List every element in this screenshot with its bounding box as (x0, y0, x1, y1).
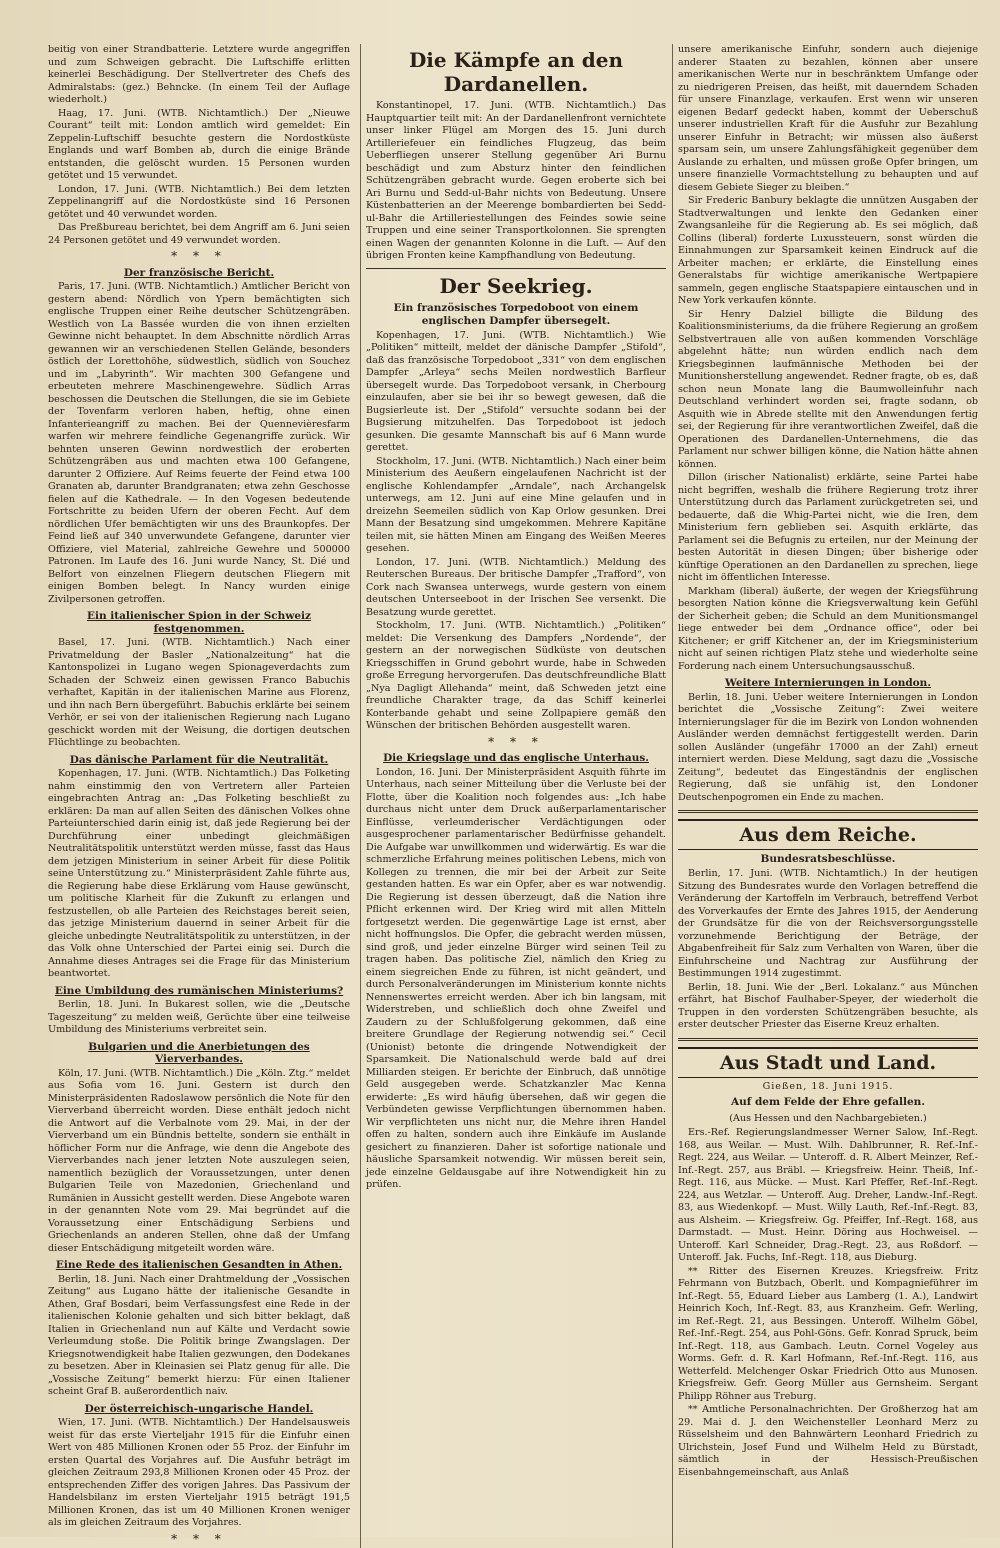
article-text: London, 17. Juni. (WTB. Nichtamtlich.) Meldung des Reuterschen Bureaus. Der britische Dampfer „Trafford“, von Cork nach Swansea unterwegs, wurde gestern von einem deutschen Unterseeboot in der Irischen See versenkt. Die Besatzung wurde gerettet. (366, 556, 666, 618)
article-text: ** Ritter des Eisernen Kreuzes. Kriegsfreiw. Fritz Fehrmann von Butzbach, Oberlt. und Kompagnieführer im Inf.-Regt. 55, Eduard Lieber aus Lamberg (1. A.), Landwirt Heinrich Koch, Inf.-Regt. 83, aus Kranzheim. Gefr. Werling, im Ref.-Regt. 21, aus Bessingen. Unteroff. Wilhelm Göbel, Ref.-Inf.-Regt. 254, aus Pohl-Göns. Gefr. Konrad Spruck, beim Inf.-Regt. 118, aus Gambach. Leutn. Cornel Vogeley aus Worms. Gefr. d. R. Karl Hofmann, Ref.-Inf.-Regt. 116, aus Wetterfeld. Melchenger Oskar Friedrich Otto aus Munosen. Kriegsfreiw. Gefr. Georg Müller aus Gernsheim. Sergant Philipp Röhner aus Treburg. (678, 1265, 978, 1402)
article-text: Kopenhagen, 17. Juni. (WTB. Nichtamtlich.) Das Folketing nahm einstimmig den von Vertretern aller Parteien eingebrachten Antrag an: „Das Folketing beschließt zu erklären: Da man auf allen Seiten des dänischen Volkes ohne Parteiunterschied darin einig ist, daß jede Regierung bei der Durchführung einer unbedingt gleichmäßigen Neutralitätspolitik unterstützt werden müsse, fasst das Haus dem jetzigen Ministerium in seiner Arbeit für diese Politik seine Unterstützung zu.“ Ministerpräsident Zahle führte aus, die Regierung habe diese Erklärung vom Hause gewünscht, um politische Klarheit für die Zukunft zu erlangen und festzustellen, ob alle Parteien des Reichstages bereit seien, das jetzige Ministerium dauernd in seiner Arbeit für die gleiche unbedingte Neutralitätspolitik zu unterstützen, in der das Volk ohne Unterschied der Partei einig sei. Durch die Annahme dieses Antrages sei die Frage für das Ministerium beantwortet. (48, 768, 350, 979)
subheadline: Auf dem Felde der Ehre gefallen. (731, 1096, 925, 1108)
headline: Weitere Internierungen in London. (725, 677, 931, 689)
article-text: beitig von einer Strandbatterie. Letztere wurde angegriffen und zum Schweigen gebracht. Die Luftschiffe erlitten keinerlei Beschädigung. Der Stellvertreter des Chefs des Admiralstabs: (gez.) Behncke. (In einem Teil der Auflage wiederholt.) (48, 44, 350, 105)
separator-stars: * * * (171, 1531, 227, 1546)
section-header: Aus Stadt und Land. (678, 1047, 978, 1078)
article-text: Berlin, 17. Juni. (WTB. Nichtamtlich.) In der heutigen Sitzung des Bundesrates wurde den Vorlagen betreffend die Veränderung der Kartoffeln im Verbrauch, betreffend Verbot des Vorverkaufes der Ernte des Jahres 1915, der Aenderung der Grundsätze für die von der Reichsversorgungsstelle vorzunehmende Berichtigung der Beträge, der Abgabenfreiheit für Salz zum Verhalten von Waren, über die Einfuhrscheine und Nachtrag zur Ausführung der Bestimmungen 1914 zugestimmt. (678, 868, 978, 979)
headline-large: Die Kämpfe an den Dardanellen. (408, 48, 624, 96)
article-text: Ers.-Ref. Regierungslandmesser Werner Salow, Inf.-Regt. 168, aus Weilar. — Must. Wilh. Dahlbrunner, R. Ref.-Inf.-Regt. 224, aus Weilar. — Unteroff. d. R. Albert Meinzer, Ref.-Inf.-Regt. 257, aus Bräbl. — Kriegsfreiw. Heinr. Theiß, Inf.-Regt. 116, aus Mücke. — Must. Karl Pfeffer, Ref.-Inf.-Regt. 224, aus Wetzlar. — Unteroff. Aug. Dreher, Landw.-Inf.-Regt. 83, aus Wiedenkopf. — Must. Willy Lauth, Ref.-Inf.-Regt. 83, aus Alsheim. — Kriegsfreiw. Gg. Pfeiffer, Inf.-Regt. 168, aus Darmstadt. — Must. Heinr. Döring aus Hochweisel. — Unteroff. Karl Schneider, Drag.-Regt. 23, aus Roßdorf. — Unteroff. Jak. Fuchs, Inf.-Regt. 118, aus Dieburg. (678, 1127, 978, 1263)
column-middle (360, 44, 666, 1548)
subheadline: Ein französisches Torpedoboot von einem englischen Dampfer übersegelt. (393, 301, 639, 327)
article-text: Sir Frederic Banbury beklagte die unnützen Ausgaben der Stadtverwaltungen und lenkte den Gedanken einer Zwangsanleihe für die Regierung ab. Es sei möglich, daß Collins (liberal) forderte Luxussteuern, sonst würden die Einnahmungen zur Sparsamkeit keinen Eindruck auf die Arbeiter machen; er erklärte, die Einstellung eines Generalstabs für wichtige amerikanische Wertpapiere sammeln, gegen englische Staatspapiere eintauschen und in New York verkaufen könnte. (678, 195, 978, 306)
article-text: Das Preßbureau berichtet, bei dem Angriff am 6. Juni seien 24 Personen getötet und 49 verwundet worden. (48, 222, 350, 246)
article-text: Dillon (irischer Nationalist) erklärte, seine Partei habe nicht begriffen, weshalb die frühere Regierung trotz ihrer Unterstützung durch das Parlament zurückgetreten sei, und bedauerte, daß die Whig-Partei nicht, wie die Iren, dem Ministerium fern geblieben sei. Asquith erklärte, das Parlament sei die Befugnis zu erteilen, nur der Meinung der besten Autorität in diesen Dingen; über bisherige oder künftige Operationen an den Dardanellen zu sprechen, liege nicht im öffentlichen Interesse. (678, 472, 978, 583)
subheadline: Bundesratsbeschlüsse. (760, 853, 896, 865)
article-text: Basel, 17. Juni. (WTB. Nichtamtlich.) Nach einer Privatmeldung der Basler „Nationalzeitung“ hat die Kantonspolizei in Lugano wegen Spionageverdachts zum Schaden der Schweiz einen gewissen Franco Babuchis verhaftet, Kapitän in der italienischen Marine aus Florenz, und ihn nach Bern übergeführt. Babuchis erklärte bei seinem Verhör, er sei von der italienischen Regierung nach Lugano geschickt worden mit der Weisung, die dortigen deutschen Flüchtlinge zu beobachten. (48, 637, 350, 748)
article-text: Stockholm, 17. Juni. (WTB. Nichtamtlich.) Nach einer beim Ministerium des Aeußern eingelaufenen Nachricht ist der englische Kohlendampfer „Arndale“, nach Archangelsk unterwegs, am 12. Juni auf eine Mine gelaufen und in dreizehn Seemeilen südlich von Kap Orlow gesunken. Drei Mann der Besatzung sind umgekommen. Mehrere Kapitäne teilen mit, sie hätten Minen am Eingang des Weißen Meeres gesehen. (366, 455, 666, 554)
article-text: ** Amtliche Personalnachrichten. Der Großherzog hat am 29. Mai d. J. den Weichensteller Leonhard Merz zu Rüsselsheim und den Bahnwärtern Leonhard Friedrich zu Ulrichstein, Josef Fund und Wilhelm Held zu Bürstadt, sämtlich in der Hessisch-Preußischen Eisenbahngemeinschaft, aus Anlaß (678, 1404, 978, 1478)
headline: Eine Rede des italienischen Gesandten in Athen. (55, 1259, 343, 1271)
headline: Bulgarien und die Anerbietungen des Vierverbandes. (88, 1040, 310, 1065)
article-text: Paris, 17. Juni. (WTB. Nichtamtlich.) Amtlicher Bericht von gestern abend: Nördlich von Ypern bemächtigten sich englische Truppen einer Reihe deutscher Schützengräben. Westlich von La Bassée wurden die von ihnen erzielten Gewinne nicht behauptet. In dem Abschnitte nördlich Arras gewannen wir an verschiedenen Stellen Gelände, besonders östlich der Lorettohöhe, südwestlich, südlich von Souchez und im „Labyrinth“. Wir machten 300 Gefangene und erbeuteten mehrere Maschinengewehre. Südlich Arras beschossen die Deutschen die Stellungen, die sie im Gebiete der Tovenfarm verloren haben, heftig, ohne einen Infanterieangriff zu machen. Bei der Quennevièresfarm warfen wir mehrere feindliche Gegenangriffe zurück. Wir behnten unseren Gewinn nordwestlich der eroberten Schützengräben aus und machten etwa 100 Gefangene, darunter 2 Offiziere. Auf Reims feuerte der Feind etwa 100 Granaten ab, darunter Brandgranaten; etwa zehn Geschosse fielen auf die Kathedrale. — In den Vogesen bedeutende Fortschritte zu beiden Ufern der oberen Fecht. Auf dem nördlichen Ufer bemächtigten wir uns des Braunkopfes. Der Feind ließ auf 340 unverwundete Gefangene, darunter vier Offiziere, viel Material, zahlreiche Gewehre und 500000 Patronen. Im Laufe des 16. Juni wurde Nancy, St. Dié und Belfort von einzelnen Fliegern deutschen Fliegern mit einigen Bomben belegt. In Nancy wurden einige Zivilpersonen getroffen. (48, 281, 350, 605)
article-text: London, 17. Juni. (WTB. Nichtamtlich.) Bei dem letzten Zeppelinangriff auf die Nordostküste sind 16 Personen getötet und 40 verwundet worden. (48, 183, 350, 220)
article-text: Markham (liberal) äußerte, der wegen der Kriegsführung besorgten Nation könne die Kriegsverwaltung kein Gefühl der Sicherheit geben; die Schuld an dem Munitionsmangel liege entweder bei dem „Ordnance office“, oder bei Kitchener; er griff Kitchener an, der im Kriegsministerium nicht auf seinen richtigen Platz stehe und wiederholte seine Forderung nach einem Untersuchungsausschuß. (678, 585, 978, 672)
article-text: Wien, 17. Juni. (WTB. Nichtamtlich.) Der Handelsausweis weist für das erste Vierteljahr 1915 für die Einfuhr einen Wert von 485 Millionen Kronen oder 55 Proz. der Einfuhr im ersten Quartal des Vorjahres auf. Die Ausfuhr beträgt im gleichen Zeitraum 293,8 Millionen Kronen oder 45 Proz. der entsprechenden Ziffer des vorigen Jahres. Das Passivum der Handelsbilanz im ersten Vierteljahr 1915 beträgt 191,5 Millionen Kronen, das ist um 40 Millionen Kronen weniger als im gleichen Zeitraum des Vorjahres. (48, 1417, 350, 1528)
divider (366, 268, 666, 269)
subheadline-note: (Aus Hessen und den Nachbargebieten.) (729, 1113, 927, 1124)
separator-stars: * * * (488, 734, 544, 749)
headline: Das dänische Parlament für die Neutralität. (69, 753, 329, 766)
dateline: Gießen, 18. Juni 1915. (762, 1080, 894, 1092)
headline: Ein italienischer Spion in der Schweiz festgenommen. (87, 610, 311, 635)
separator-stars: * * * (171, 249, 227, 263)
article-text: Berlin, 18. Juni. Ueber weitere Internierungen in London berichtet die „Vossische Zeitung“: Zwei weitere Internierungslager für die im Bezirk von London wohnenden Ausländer werden demnächst fertiggestellt werden. Darin sollen Ausländer (ungefähr 17000 an der Zahl) erneut interniert werden. Diese Meldung, sagt dazu die „Vossische Zeitung“, bedeutet das Eingeständnis der englischen Regierung, daß sie unfähig ist, den Londoner Deutschenpogromen ein Ende zu machen. (678, 691, 978, 803)
article-text: London, 16. Juni. Der Ministerpräsident Asquith führte im Unterhaus, nach seiner Mitteilung über die Verluste bei der Flotte, über die Koalition noch folgendes aus: „Ich habe durchaus nicht unter dem Druck außerparlamentarischer Einflüsse, verleumderischer Verdächtigungen oder ausgesprochener parlamentarischer Bedürfnisse gehandelt. Die Aufgabe war unwillkommen und widerwärtig. Es war die schmerzliche Erfahrung meines politischen Lebens, mich von Kollegen zu trennen, die mir bei der Arbeit zur Seite gestanden hatten. Es war ein Opfer, aber es war notwendig. Die Regierung ist dessen überzeugt, daß die Nation ihre Pflicht erkennen wird. Der Krieg wird mit allen Mitteln fortgesetzt werden. Die gegenwärtige Lage ist ernst, aber nicht hoffnungslos. Die Opfer, die gebracht werden müssen, sind groß, und jeder einzelne Bürger wird seinen Teil zu tragen haben. Das politische Ziel, nämlich den Krieg zu einem siegreichen Ende zu führen, ist nicht geändert, und durch Personalveränderungen im Ministerium konnte nichts Nennenswertes erreicht werden. Aber ich bin langsam, mit Widerstreben, und schließlich doch ohne Zweifel und Zaudern zu der Schlußfolgerung gekommen, daß eine breitere Grundlage der Regierung notwendig sei.“ Cecil (Unionist) betonte die dringende Notwendigkeit der Sparsamkeit. Die Nationalschuld werde bald auf drei Milliarden steigen. Er berichte der Einbruch, daß unnötige Geld ausgegeben werde. Schatzkanzler Mac Kenna erwiderte: „Es wird häufig übersehen, daß wir gegen die Verbündeten gewisse Verpflichtungen übernommen haben. Wir verpflichteten uns nicht nur, die Mehre ihren Handel offen zu halten, sondern auch ihre Einkäufe im Auslande gesichert zu finanzieren. Daher ist sofortige nationale und häusliche Sparsamkeit notwendig. Wir müssen bereit sein, jede einzelne Geldausgabe auf ihre Notwendigkeit hin zu prüfen. (366, 766, 666, 1190)
column-left (48, 44, 354, 1548)
article-text: unsere amerikanische Einfuhr, sondern auch diejenige anderer Staaten zu bezahlen, können aber unsere amerikanischen Werte nur in beschränktem Umfange oder zu niedrigeren Preisen, das heißt, mit dauerndem Schaden für unsere Finanzlage, verkaufen. Erst wenn wir unseren eigenen Bedarf gedeckt haben, kommt der Ueberschuß unserer industriellen Kraft für die Ausfuhr zur Bezahlung unserer Einfuhr in Betracht; wir müssen also äußerst sparsam sein, um unsere Zahlungsfähigkeit gegenüber dem Auslande zu erhalten, und müssen große Opfer bringen, um unsere finanzielle Vormachtstellung zu behaupten und auf diesem Gebiete Sieger zu bleiben.“ (678, 44, 978, 193)
article-text: Berlin, 18. Juni. Wie der „Berl. Lokalanz.“ aus München erfährt, hat Bischof Faulhaber-Speyer, der wiederholt die Truppen in den vordersten Schützengräben besuchte, als erster deutscher Priester das Eiserne Kreuz erhalten. (678, 981, 978, 1030)
column-grid (48, 44, 978, 1546)
headline-large: Der Seekrieg. (439, 273, 593, 298)
headline: Der französische Bericht. (123, 266, 275, 279)
article-text: Kopenhagen, 17. Juni. (WTB. Nichtamtlich.) Wie „Politiken“ mitteilt, meldet der dänische Dampfer „Stifold“, daß das französische Torpedoboot „331“ von dem englischen Dampfer „Arleya“ sechs Meilen nordwestlich Barfleur übersegelt wurde. Das Torpedoboot versank, in Cherbourg einzulaufen, aber sie bei ihr so bewegt gewesen, daß die Bugsierleute ist. Der „Stifold“ versuchte sodann bei der Bugsierung mitzuhelfen. Das Torpedoboot ist jedoch gesunken. Die gesamte Mannschaft bis auf 6 Mann wurde gerettet. (366, 329, 666, 453)
section-header: Aus dem Reiche. (678, 819, 978, 850)
column-right (672, 44, 978, 1548)
headline: Der österreichisch-ungarische Handel. (84, 1402, 314, 1415)
divider (678, 1038, 978, 1041)
article-text: Köln, 17. Juni. (WTB. Nichtamtlich.) Die „Köln. Ztg.“ meldet aus Sofia vom 16. Juni. Gestern ist durch den Ministerpräsidenten Radoslawow persönlich die Note für den Vierverband überreicht worden. Diese enthält jedoch nicht die Antwort auf die Verbalnote vom 29. Mai, in der der Vierverband um ein Bündnis bettelte, sondern sie enthält in höflicher Form nur die Anfrage, wie denn die Angebote des Vierverbandes nach jener letzten Note auszulegen seien, namentlich bezüglich der Voraussetzungen, unter denen Bulgarien Teile von Mazedonien, Griechenland und Rumänien in Aussicht gestellt werden. Diese Angebote waren in der genannten Note vom 29. Mai begründet auf die Voraussetzung einer Entschädigung Serbiens und Griechenlands an anderen Stellen, ohne daß der Umfang dieser Entschädigung mitgeteilt worden wäre. (48, 1067, 350, 1254)
headline: Eine Umbildung des rumänischen Ministeriums? (54, 984, 344, 997)
article-text: Berlin, 18. Juni. In Bukarest sollen, wie die „Deutsche Tageszeitung“ zu melden weiß, Gerüchte über eine teilweise Umbildung des Ministeriums verbreitet sein. (48, 999, 350, 1035)
article-text: Sir Henry Dalziel billigte die Bildung des Koalitionsministeriums, da die frühere Regierung an großem Selbstvertrauen alle von außen kommenden Vorschläge abgelehnt hätte; nun würden endlich nach dem Kriegsbeginnen laufmännische Methoden bei der Munitionsherstellung angewendet. Redner fragte, ob es, daß schon neun Monate lang die Baumwolleinfuhr nach Deutschland verhindert worden sei, fragte sodann, ob Asquith wie in Abrede stellte mit den Anwendungen fertig sei, der Regierung für ihre verantwortlichen Zweifel, daß die Operationen des Dardanellen-Unternehmens, die das Parlament nur schwer billigen könne, die Nation hätte ahnen können. (678, 308, 978, 470)
headline: Die Kriegslage und das englische Unterhaus. (383, 752, 649, 764)
article-text: Haag, 17. Juni. (WTB. Nichtamtlich.) Der „Nieuwe Courant“ teilt mit: London amtlich wird gemeldet: Ein Zeppelin-Luftschiff besuchte gestern die Nordostküste Englands und warf Bomben ab, durch die einige Brände entstanden, die gelöscht wurden. 15 Personen wurden getötet und 15 verwundet. (48, 107, 350, 181)
article-text: Konstantinopel, 17. Juni. (WTB. Nichtamtlich.) Das Hauptquartier teilt mit: An der Dardanellenfront vernichtete unser linker Flügel am Morgen des 15. Juni durch Artilleriefeuer ein feindliches Flugzeug, das beim Ueberfliegen unserer Stellung gegenüber Ari Burnu beschädigt und zum Absturz hinter den feindlichen Schützengräben gebracht wurde. Gegen eroberte sich bei Ari Burnu und Sedd-ul-Bahr nichts von Bedeutung. Unsere Küstenbatterien an der Meerenge bombardierten bei Sedd-ul-Bahr die Artilleriestellungen des Feindes sowie seine Truppen und eine seiner Transportkolonnen. Sie sprengten einen Wagen der genannten Kolonne in die Luft. — Auf den übrigen Fronten keine Kampfhandlung von Bedeutung. (366, 100, 666, 261)
article-text: Stockholm, 17. Juni. (WTB. Nichtamtlich.) „Politiken“ meldet: Die Versenkung des Dampfers „Nordende“, der gestern an der norwegischen Südküste von deutschen Kriegsschiffen in Grund gebohrt wurde, habe in Schweden große Erregung hervorgerufen. Das deutschfreundliche Blatt „Nya Dagligt Allehanda“ meint, daß Schweden jetzt eine freundliche Charakter trage, da das Schiff keinerlei Konterbande gehabt und seine Zollpapiere gemäß den Wünschen der britischen Behörden ausgestellt waren. (366, 620, 666, 731)
article-text: Berlin, 18. Juni. Nach einer Drahtmeldung der „Vossischen Zeitung“ aus Lugano hätte der italienische Gesandte in Athen, Graf Bosdari, beim Verfassungsfest eine Rede in der italienischen Kolonie gehalten und sich bitter beklagt, daß Italien in Griechenland nun auf Kälte und Verdacht sowie Verleumdung stoße. Die Politik bringe Zwangslagen. Der Kriegsnotwendigkeit habe Italien gezwungen, den Dodekanes zu besetzen. Aber in Kleinasien sei Platz genug für alle. Die „Vossische Zeitung“ bemerkt hierzu: Für einen Italiener scheint Graf B. außerordentlich naiv. (48, 1273, 350, 1397)
divider (678, 810, 978, 813)
